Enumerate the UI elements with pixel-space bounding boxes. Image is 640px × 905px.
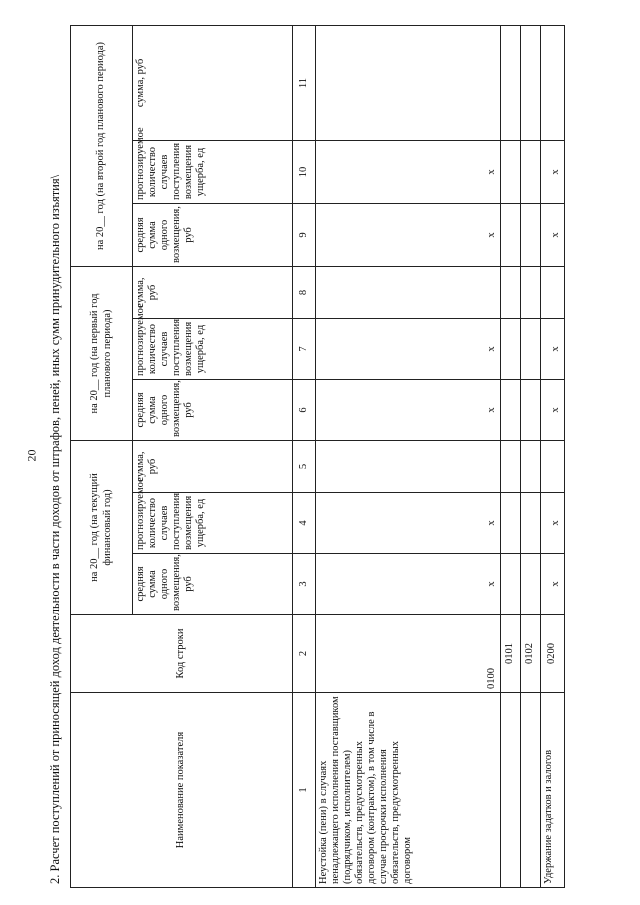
table-cell <box>541 267 565 319</box>
table-cell: x <box>541 141 565 204</box>
table-row <box>541 25 565 887</box>
revenue-table <box>70 25 565 888</box>
column-number: 8 <box>293 267 316 319</box>
header-name: Наименование показателя <box>71 693 293 888</box>
header-year-plan-1: на 20__ год (на первый год планового периода) <box>71 267 133 441</box>
table-cell <box>541 25 565 140</box>
table-cell: x <box>541 204 565 267</box>
page-number: 20 <box>24 449 39 462</box>
subheader-count-3: прогнозируемое количество случаев поступления возмещения ущерба, ед <box>133 141 293 204</box>
landscape-page <box>48 15 628 888</box>
subheader-sum-3: сумма, руб <box>133 25 293 140</box>
column-number: 5 <box>293 441 316 493</box>
row-code: 0101 <box>501 615 521 693</box>
row-name: Удержание задатков и залогов <box>541 693 565 888</box>
column-number: 2 <box>293 615 316 693</box>
table-row <box>501 25 521 887</box>
column-number-row <box>293 25 316 887</box>
subheader-sum-1: сумма, руб <box>133 441 293 493</box>
table-row <box>316 25 501 887</box>
table-cell: x <box>316 204 501 267</box>
column-number: 11 <box>293 25 316 140</box>
table-cell: x <box>316 493 501 554</box>
column-number: 3 <box>293 554 316 615</box>
header-year-current: на 20__ год (на текущий финансовый год) <box>71 441 133 615</box>
column-number: 4 <box>293 493 316 554</box>
table-cell: x <box>541 319 565 380</box>
row-name <box>501 693 521 888</box>
column-number: 7 <box>293 319 316 380</box>
table-cell: x <box>316 554 501 615</box>
row-code: 0200 <box>541 615 565 693</box>
table-cell: x <box>316 141 501 204</box>
table-cell <box>541 441 565 493</box>
subheader-count-1: прогнозируемое количество случаев поступления возмещения ущерба, ед <box>133 493 293 554</box>
row-name: Неустойка (пени) в случаях ненадлежащего исполнения поставщиком (подрядчиком, исполнителем) обязательств, предусмотренных договором (контрактом), в том числе в случае просрочки исполнения обязательств, предусмотренных договором <box>316 693 501 888</box>
header-year-plan-2: на 20__ год (на второй год планового периода) <box>71 25 133 266</box>
table-cell <box>316 441 501 493</box>
row-code: 0102 <box>521 615 541 693</box>
header-code: Код строки <box>71 615 293 693</box>
column-number: 10 <box>293 141 316 204</box>
column-number: 9 <box>293 204 316 267</box>
table-cell <box>316 25 501 140</box>
table-row <box>521 25 541 887</box>
row-code: 0100 <box>316 615 501 693</box>
table-cell: x <box>316 319 501 380</box>
subheader-avg-3: средняя сумма одного возмещения, руб <box>133 204 293 267</box>
section-title: 2. Расчет поступлений от приносящей доход деятельности в части доходов от штрафов, пеней, иных сумм принудительного изъятия\ <box>48 174 62 884</box>
table-cell: x <box>316 380 501 441</box>
subheader-count-2: прогнозируемое количество случаев поступления возмещения ущерба, ед <box>133 319 293 380</box>
table-cell: x <box>541 380 565 441</box>
row-name <box>521 693 541 888</box>
subheader-sum-2: сумма, руб <box>133 267 293 319</box>
column-number: 1 <box>293 693 316 888</box>
table-cell: x <box>541 493 565 554</box>
subheader-avg-1: средняя сумма одного возмещения, руб <box>133 554 293 615</box>
table-cell: x <box>541 554 565 615</box>
column-number: 6 <box>293 380 316 441</box>
table-cell <box>316 267 501 319</box>
subheader-avg-2: средняя сумма одного возмещения, руб <box>133 380 293 441</box>
